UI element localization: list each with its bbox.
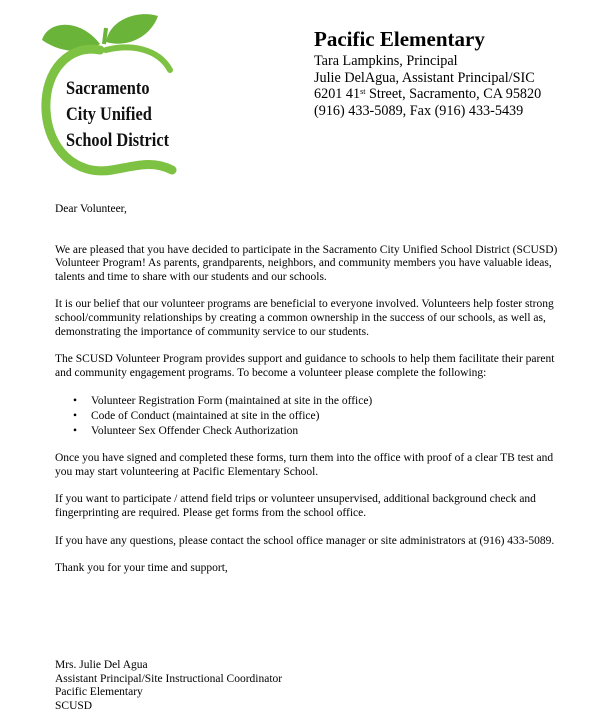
signature-school: Pacific Elementary	[55, 686, 143, 699]
address-rest: Street, Sacramento, CA 95820	[365, 86, 542, 103]
list-item: • Volunteer Sex Offender Check Authorization	[55, 424, 565, 439]
list-item: • Volunteer Registration Form (maintained at site in the office)	[55, 394, 565, 409]
letter-body	[55, 203, 565, 576]
school-name: Pacific Elementary	[314, 27, 485, 51]
principal-line: Tara Lampkins, Principal	[314, 53, 458, 69]
closing: Thank you for your time and support,	[55, 562, 228, 575]
district-logo-text	[66, 76, 169, 154]
requirements-list	[55, 394, 565, 438]
logo-line-1: Sacramento	[66, 78, 150, 99]
paragraph-belief: It is our belief that our volunteer programs are beneficial to everyone involved. Volunteers help foster strong school/community relationships by creating a common ownership in the success of our schools, as well as, demonstrating the importance of community service to our students.	[55, 298, 554, 338]
paragraph-questions: If you have any questions, please contact the school office manager or site administrators at (916) 433-5089.	[55, 534, 555, 547]
address-suffix: st	[360, 87, 366, 97]
paragraph-program: The SCUSD Volunteer Program provides support and guidance to schools to help them facilitate their parent and community engagement programs. To become a volunteer please complete the following:	[55, 353, 555, 379]
paragraph-forms: Once you have signed and completed these forms, turn them into the office with proof of a clear TB test and you may start volunteering at Pacific Elementary School.	[55, 452, 554, 478]
signature-title: Assistant Principal/Site Instructional Coordinator	[55, 672, 283, 685]
letterhead	[314, 26, 541, 119]
paragraph-intro: We are pleased that you have decided to participate in the Sacramento City Unified School District (SCUSD) Volunteer Program! As parents, grandparents, neighbors, and community members you have valuable ideas, talents and time to share with our students and our schools.	[55, 243, 558, 283]
greeting: Dear Volunteer,	[55, 203, 127, 215]
signature-block	[55, 659, 282, 713]
signature-district: SCUSD	[55, 699, 93, 712]
phone-fax-line: (916) 433-5089, Fax (916) 433-5439	[314, 102, 524, 119]
assistant-principal-line: Julie DelAgua, Assistant Principal/SIC	[314, 69, 535, 86]
signature-name: Mrs. Julie Del Agua	[55, 659, 148, 671]
list-item: • Code of Conduct (maintained at site in the office)	[55, 409, 565, 424]
logo-line-3: School District	[66, 130, 170, 151]
address-number: 6201 41	[314, 86, 361, 103]
address-line	[314, 86, 541, 103]
paragraph-field-trips: If you want to participate / attend field trips or volunteer unsupervised, additional background check and fingerprinting are required. Please get forms from the school office.	[55, 493, 536, 519]
logo-line-2: City Unified	[66, 104, 152, 125]
